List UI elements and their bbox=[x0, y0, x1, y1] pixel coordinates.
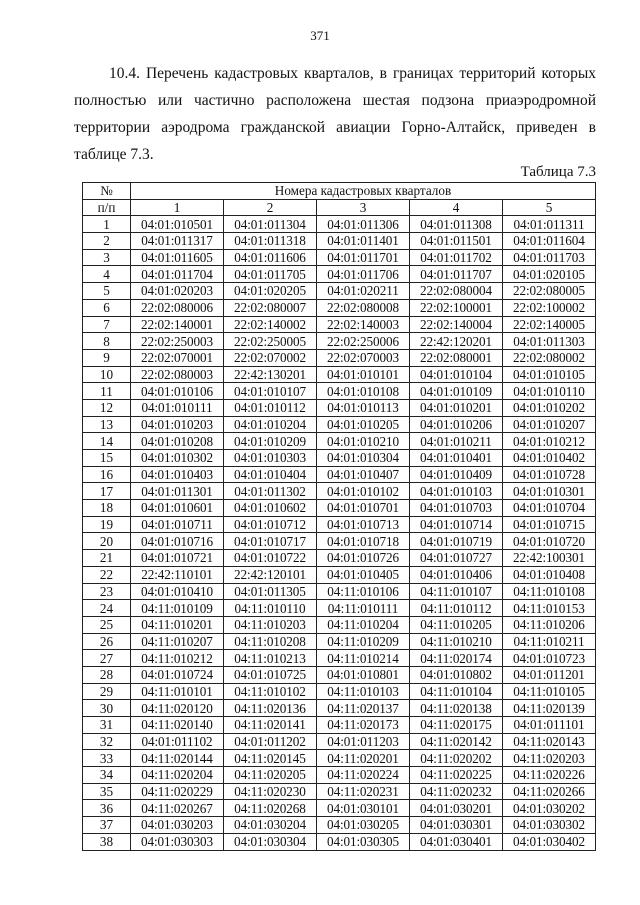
cadastral-number-cell: 04:01:030304 bbox=[224, 833, 317, 850]
paragraph-line: территории аэродрома гражданской авиации Горно-Алтайск, приведен в bbox=[74, 119, 596, 136]
cadastral-number-cell: 04:01:010704 bbox=[503, 500, 596, 517]
cadastral-number-cell: 04:01:011306 bbox=[317, 216, 410, 233]
cadastral-number-cell: 22:42:100301 bbox=[503, 550, 596, 567]
cadastral-number-cell: 22:02:100002 bbox=[503, 299, 596, 316]
cadastral-number-cell: 04:01:020205 bbox=[224, 283, 317, 300]
row-number-cell: 33 bbox=[83, 750, 131, 767]
cadastral-number-cell: 04:11:020175 bbox=[410, 717, 503, 734]
cadastral-number-cell: 04:01:010410 bbox=[131, 583, 224, 600]
row-number-cell: 22 bbox=[83, 566, 131, 583]
cadastral-number-cell: 04:01:030202 bbox=[503, 800, 596, 817]
cadastral-number-cell: 04:01:010101 bbox=[317, 366, 410, 383]
row-number-cell: 3 bbox=[83, 249, 131, 266]
cadastral-number-cell: 04:01:011308 bbox=[410, 216, 503, 233]
page-number: 371 bbox=[310, 28, 330, 43]
paragraph-line: таблице 7.3. bbox=[74, 146, 154, 163]
table-caption: Таблица 7.3 bbox=[520, 164, 596, 180]
cadastral-number-cell: 04:11:020139 bbox=[503, 700, 596, 717]
cadastral-number-cell: 04:01:011702 bbox=[410, 249, 503, 266]
cadastral-number-cell: 04:11:020226 bbox=[503, 767, 596, 784]
row-number-cell: 18 bbox=[83, 500, 131, 517]
cadastral-number-cell: 04:01:010203 bbox=[131, 416, 224, 433]
paragraph-line: полностью или частично расположена шестая подзона приаэродромной bbox=[74, 92, 596, 109]
cadastral-number-cell: 04:01:011705 bbox=[224, 266, 317, 283]
cadastral-number-cell: 04:01:020211 bbox=[317, 283, 410, 300]
table-row bbox=[83, 216, 596, 233]
cadastral-number-cell: 22:02:080005 bbox=[503, 283, 596, 300]
cadastral-number-cell: 04:01:010401 bbox=[410, 450, 503, 467]
cadastral-number-cell: 04:01:030204 bbox=[224, 817, 317, 834]
cadastral-number-cell: 04:11:020229 bbox=[131, 783, 224, 800]
cadastral-number-cell: 04:01:010402 bbox=[503, 450, 596, 467]
cadastral-number-cell: 04:11:010108 bbox=[503, 583, 596, 600]
cadastral-number-cell: 22:42:110101 bbox=[131, 566, 224, 583]
cadastral-number-cell: 04:11:020120 bbox=[131, 700, 224, 717]
cadastral-number-cell: 22:02:070003 bbox=[317, 349, 410, 366]
table-row bbox=[83, 450, 596, 467]
cadastral-number-cell: 04:01:011303 bbox=[503, 333, 596, 350]
cadastral-number-cell: 04:01:020203 bbox=[131, 283, 224, 300]
cadastral-number-cell: 04:01:010601 bbox=[131, 500, 224, 517]
cadastral-number-cell: 04:01:010212 bbox=[503, 433, 596, 450]
cadastral-number-cell: 04:11:010214 bbox=[317, 650, 410, 667]
cadastral-number-cell: 04:01:010109 bbox=[410, 383, 503, 400]
cadastral-number-cell: 04:01:010104 bbox=[410, 366, 503, 383]
table-row bbox=[83, 717, 596, 734]
column-number: 5 bbox=[503, 199, 596, 216]
cadastral-number-cell: 04:01:010103 bbox=[410, 483, 503, 500]
cadastral-number-cell: 04:01:010110 bbox=[503, 383, 596, 400]
cadastral-number-cell: 04:01:010113 bbox=[317, 399, 410, 416]
cadastral-number-cell: 04:11:010204 bbox=[317, 616, 410, 633]
cadastral-number-cell: 04:01:010726 bbox=[317, 550, 410, 567]
cadastral-number-cell: 04:01:011201 bbox=[503, 666, 596, 683]
cadastral-number-cell: 04:01:010409 bbox=[410, 466, 503, 483]
cadastral-number-cell: 04:01:010406 bbox=[410, 566, 503, 583]
cadastral-number-cell: 04:01:010106 bbox=[131, 383, 224, 400]
row-number-cell: 28 bbox=[83, 666, 131, 683]
cadastral-number-cell: 04:11:020202 bbox=[410, 750, 503, 767]
row-number-cell: 38 bbox=[83, 833, 131, 850]
cadastral-number-cell: 04:01:011703 bbox=[503, 249, 596, 266]
row-number-cell: 35 bbox=[83, 783, 131, 800]
row-number-cell: 10 bbox=[83, 366, 131, 383]
table-row bbox=[83, 266, 596, 283]
cadastral-number-cell: 04:01:011606 bbox=[224, 249, 317, 266]
cadastral-number-cell: 04:11:020232 bbox=[410, 783, 503, 800]
cadastral-number-cell: 04:01:010201 bbox=[410, 399, 503, 416]
cadastral-number-cell: 04:01:010408 bbox=[503, 566, 596, 583]
column-number: 4 bbox=[410, 199, 503, 216]
cadastral-number-cell: 04:11:010104 bbox=[410, 683, 503, 700]
row-number-cell: 32 bbox=[83, 733, 131, 750]
cadastral-number-cell: 04:01:010802 bbox=[410, 666, 503, 683]
cadastral-number-cell: 04:01:030301 bbox=[410, 817, 503, 834]
row-number-cell: 8 bbox=[83, 333, 131, 350]
table-row bbox=[83, 316, 596, 333]
cadastral-number-cell: 04:01:010403 bbox=[131, 466, 224, 483]
table-row bbox=[83, 533, 596, 550]
paragraph-line: 10.4. Перечень кадастровых кварталов, в границах территорий которых bbox=[109, 65, 596, 82]
cadastral-number-cell: 04:01:010304 bbox=[317, 450, 410, 467]
table-body bbox=[83, 216, 596, 850]
cadastral-number-cell: 04:11:010103 bbox=[317, 683, 410, 700]
row-number-cell: 36 bbox=[83, 800, 131, 817]
row-number-cell: 21 bbox=[83, 550, 131, 567]
cadastral-number-cell: 04:01:011707 bbox=[410, 266, 503, 283]
cadastral-number-cell: 04:01:010501 bbox=[131, 216, 224, 233]
cadastral-number-cell: 04:01:011604 bbox=[503, 233, 596, 250]
table-row bbox=[83, 783, 596, 800]
table-row bbox=[83, 349, 596, 366]
cadastral-number-cell: 04:11:010153 bbox=[503, 600, 596, 617]
cadastral-number-cell: 04:01:010716 bbox=[131, 533, 224, 550]
row-number-cell: 16 bbox=[83, 466, 131, 483]
cadastral-number-cell: 04:11:010107 bbox=[410, 583, 503, 600]
cadastral-number-cell: 04:01:010204 bbox=[224, 416, 317, 433]
cadastral-number-cell: 04:11:020204 bbox=[131, 767, 224, 784]
header-row-number: п/п bbox=[83, 199, 131, 216]
row-number-cell: 5 bbox=[83, 283, 131, 300]
cadastral-number-cell: 04:11:020141 bbox=[224, 717, 317, 734]
cadastral-number-cell: 04:01:011304 bbox=[224, 216, 317, 233]
cadastral-number-cell: 04:11:010205 bbox=[410, 616, 503, 633]
cadastral-number-cell: 04:01:011401 bbox=[317, 233, 410, 250]
cadastral-number-cell: 04:01:010717 bbox=[224, 533, 317, 550]
cadastral-number-cell: 04:01:030303 bbox=[131, 833, 224, 850]
cadastral-number-cell: 04:11:010206 bbox=[503, 616, 596, 633]
table-row bbox=[83, 750, 596, 767]
cadastral-number-cell: 04:01:011102 bbox=[131, 733, 224, 750]
cadastral-number-cell: 04:11:020268 bbox=[224, 800, 317, 817]
cadastral-number-cell: 04:01:011605 bbox=[131, 249, 224, 266]
cadastral-number-cell: 04:01:010208 bbox=[131, 433, 224, 450]
row-number-cell: 23 bbox=[83, 583, 131, 600]
table-row bbox=[83, 483, 596, 500]
cadastral-number-cell: 04:01:030402 bbox=[503, 833, 596, 850]
cadastral-number-cell: 04:01:010602 bbox=[224, 500, 317, 517]
cadastral-number-cell: 04:01:010211 bbox=[410, 433, 503, 450]
row-number-cell: 13 bbox=[83, 416, 131, 433]
table-row bbox=[83, 616, 596, 633]
cadastral-number-cell: 04:11:010212 bbox=[131, 650, 224, 667]
cadastral-number-cell: 04:01:011301 bbox=[131, 483, 224, 500]
cadastral-number-cell: 04:11:010112 bbox=[410, 600, 503, 617]
cadastral-number-cell: 04:11:020174 bbox=[410, 650, 503, 667]
row-number-cell: 25 bbox=[83, 616, 131, 633]
cadastral-number-cell: 04:01:020105 bbox=[503, 266, 596, 283]
cadastral-number-cell: 22:02:100001 bbox=[410, 299, 503, 316]
row-number-cell: 37 bbox=[83, 817, 131, 834]
cadastral-number-cell: 04:01:010721 bbox=[131, 550, 224, 567]
cadastral-number-cell: 04:01:010210 bbox=[317, 433, 410, 450]
table-row bbox=[83, 733, 596, 750]
cadastral-number-cell: 04:01:011302 bbox=[224, 483, 317, 500]
cadastral-number-cell: 04:11:020230 bbox=[224, 783, 317, 800]
table-row bbox=[83, 249, 596, 266]
row-number-cell: 34 bbox=[83, 767, 131, 784]
row-number-cell: 27 bbox=[83, 650, 131, 667]
cadastral-number-cell: 04:01:010724 bbox=[131, 666, 224, 683]
cadastral-number-cell: 04:11:020266 bbox=[503, 783, 596, 800]
cadastral-number-cell: 04:11:010203 bbox=[224, 616, 317, 633]
cadastral-number-cell: 04:01:011501 bbox=[410, 233, 503, 250]
row-number-cell: 31 bbox=[83, 717, 131, 734]
row-number-cell: 9 bbox=[83, 349, 131, 366]
cadastral-number-cell: 22:02:070001 bbox=[131, 349, 224, 366]
row-number-cell: 11 bbox=[83, 383, 131, 400]
cadastral-number-cell: 04:01:010718 bbox=[317, 533, 410, 550]
cadastral-number-cell: 04:01:010723 bbox=[503, 650, 596, 667]
cadastral-number-cell: 04:01:011202 bbox=[224, 733, 317, 750]
cadastral-number-cell: 04:11:010106 bbox=[317, 583, 410, 600]
cadastral-number-cell: 04:11:010207 bbox=[131, 633, 224, 650]
cadastral-number-cell: 22:02:140005 bbox=[503, 316, 596, 333]
cadastral-number-cell: 04:01:030203 bbox=[131, 817, 224, 834]
cadastral-number-cell: 04:01:010801 bbox=[317, 666, 410, 683]
cadastral-number-cell: 22:02:080008 bbox=[317, 299, 410, 316]
cadastral-number-cell: 04:01:010301 bbox=[503, 483, 596, 500]
table-row bbox=[83, 650, 596, 667]
cadastral-number-cell: 22:42:130201 bbox=[224, 366, 317, 383]
row-number-cell: 30 bbox=[83, 700, 131, 717]
cadastral-number-cell: 04:11:020205 bbox=[224, 767, 317, 784]
cadastral-number-cell: 04:11:020267 bbox=[131, 800, 224, 817]
table-row bbox=[83, 500, 596, 517]
cadastral-number-cell: 22:02:140002 bbox=[224, 316, 317, 333]
cadastral-number-cell: 22:02:250003 bbox=[131, 333, 224, 350]
cadastral-number-cell: 04:01:010713 bbox=[317, 516, 410, 533]
cadastral-number-cell: 04:01:010206 bbox=[410, 416, 503, 433]
cadastral-number-cell: 04:01:010404 bbox=[224, 466, 317, 483]
cadastral-number-cell: 04:01:010714 bbox=[410, 516, 503, 533]
cadastral-number-cell: 04:01:011317 bbox=[131, 233, 224, 250]
cadastral-number-cell: 04:01:011203 bbox=[317, 733, 410, 750]
cadastral-number-cell: 04:01:010105 bbox=[503, 366, 596, 383]
cadastral-number-cell: 04:01:010405 bbox=[317, 566, 410, 583]
cadastral-number-cell: 04:11:020145 bbox=[224, 750, 317, 767]
cadastral-number-cell: 04:01:010205 bbox=[317, 416, 410, 433]
cadastral-number-cell: 04:01:010108 bbox=[317, 383, 410, 400]
table-row bbox=[83, 833, 596, 850]
cadastral-number-cell: 04:11:020225 bbox=[410, 767, 503, 784]
row-number-cell: 20 bbox=[83, 533, 131, 550]
cadastral-number-cell: 04:01:011311 bbox=[503, 216, 596, 233]
table-row bbox=[83, 233, 596, 250]
cadastral-number-cell: 04:01:010207 bbox=[503, 416, 596, 433]
header-number-sign: № bbox=[83, 183, 131, 200]
row-number-cell: 6 bbox=[83, 299, 131, 316]
cadastral-number-cell: 22:02:080007 bbox=[224, 299, 317, 316]
cadastral-number-cell: 04:11:020224 bbox=[317, 767, 410, 784]
table-row bbox=[83, 433, 596, 450]
cadastral-number-cell: 04:01:010727 bbox=[410, 550, 503, 567]
table-row bbox=[83, 283, 596, 300]
cadastral-number-cell: 04:01:010111 bbox=[131, 399, 224, 416]
table-row bbox=[83, 633, 596, 650]
cadastral-number-cell: 04:01:030205 bbox=[317, 817, 410, 834]
table-row bbox=[83, 683, 596, 700]
table-row bbox=[83, 817, 596, 834]
cadastral-number-cell: 04:11:010109 bbox=[131, 600, 224, 617]
cadastral-number-cell: 04:11:010210 bbox=[410, 633, 503, 650]
column-number: 1 bbox=[131, 199, 224, 216]
cadastral-number-cell: 22:02:080006 bbox=[131, 299, 224, 316]
cadastral-number-cell: 22:42:120101 bbox=[224, 566, 317, 583]
cadastral-number-cell: 04:01:010701 bbox=[317, 500, 410, 517]
cadastral-number-cell: 22:02:080002 bbox=[503, 349, 596, 366]
intro-paragraph bbox=[74, 60, 596, 168]
cadastral-number-cell: 04:01:030101 bbox=[317, 800, 410, 817]
cadastral-number-cell: 04:11:010101 bbox=[131, 683, 224, 700]
cadastral-number-cell: 04:01:011305 bbox=[224, 583, 317, 600]
row-number-cell: 24 bbox=[83, 600, 131, 617]
row-number-cell: 29 bbox=[83, 683, 131, 700]
cadastral-number-cell: 22:02:140003 bbox=[317, 316, 410, 333]
cadastral-number-cell: 04:01:030305 bbox=[317, 833, 410, 850]
cadastral-number-cell: 22:02:080001 bbox=[410, 349, 503, 366]
cadastral-number-cell: 04:11:020201 bbox=[317, 750, 410, 767]
cadastral-number-cell: 04:01:030302 bbox=[503, 817, 596, 834]
cadastral-number-cell: 22:02:140001 bbox=[131, 316, 224, 333]
cadastral-number-cell: 04:11:010102 bbox=[224, 683, 317, 700]
cadastral-number-cell: 04:11:020144 bbox=[131, 750, 224, 767]
table-row bbox=[83, 767, 596, 784]
row-number-cell: 4 bbox=[83, 266, 131, 283]
cadastral-number-cell: 04:01:010722 bbox=[224, 550, 317, 567]
cadastral-number-cell: 04:11:020138 bbox=[410, 700, 503, 717]
cadastral-number-cell: 04:01:010728 bbox=[503, 466, 596, 483]
table-row bbox=[83, 383, 596, 400]
row-number-cell: 14 bbox=[83, 433, 131, 450]
cadastral-number-cell: 22:42:120201 bbox=[410, 333, 503, 350]
cadastral-number-cell: 22:02:250005 bbox=[224, 333, 317, 350]
cadastral-number-cell: 04:11:020231 bbox=[317, 783, 410, 800]
cadastral-number-cell: 04:01:011318 bbox=[224, 233, 317, 250]
cadastral-number-cell: 22:02:250006 bbox=[317, 333, 410, 350]
cadastral-number-cell: 04:11:010110 bbox=[224, 600, 317, 617]
row-number-cell: 1 bbox=[83, 216, 131, 233]
table-row bbox=[83, 566, 596, 583]
cadastral-number-cell: 04:01:010209 bbox=[224, 433, 317, 450]
cadastral-number-cell: 04:01:010202 bbox=[503, 399, 596, 416]
cadastral-number-cell: 04:11:010105 bbox=[503, 683, 596, 700]
row-number-cell: 15 bbox=[83, 450, 131, 467]
table-row bbox=[83, 466, 596, 483]
cadastral-number-cell: 04:01:010112 bbox=[224, 399, 317, 416]
cadastral-number-cell: 04:01:011704 bbox=[131, 266, 224, 283]
cadastral-number-cell: 22:02:080004 bbox=[410, 283, 503, 300]
cadastral-number-cell: 04:11:010209 bbox=[317, 633, 410, 650]
cadastral-number-cell: 04:11:010201 bbox=[131, 616, 224, 633]
table-row bbox=[83, 366, 596, 383]
cadastral-number-cell: 04:01:010107 bbox=[224, 383, 317, 400]
row-number-cell: 19 bbox=[83, 516, 131, 533]
cadastral-number-cell: 04:01:010303 bbox=[224, 450, 317, 467]
table-row bbox=[83, 333, 596, 350]
cadastral-number-cell: 04:11:020143 bbox=[503, 733, 596, 750]
cadastral-number-cell: 04:11:020137 bbox=[317, 700, 410, 717]
cadastral-number-cell: 04:11:020140 bbox=[131, 717, 224, 734]
cadastral-number-cell: 04:01:030401 bbox=[410, 833, 503, 850]
cadastral-number-cell: 04:11:020203 bbox=[503, 750, 596, 767]
cadastral-number-cell: 04:01:010703 bbox=[410, 500, 503, 517]
cadastral-number-cell: 22:02:140004 bbox=[410, 316, 503, 333]
table-row bbox=[83, 600, 596, 617]
table-row bbox=[83, 399, 596, 416]
cadastral-number-cell: 04:11:010111 bbox=[317, 600, 410, 617]
table-row bbox=[83, 516, 596, 533]
cadastral-number-cell: 04:01:010719 bbox=[410, 533, 503, 550]
cadastral-number-cell: 04:11:020136 bbox=[224, 700, 317, 717]
table-row bbox=[83, 550, 596, 567]
cadastral-number-cell: 04:01:010407 bbox=[317, 466, 410, 483]
column-number: 3 bbox=[317, 199, 410, 216]
row-number-cell: 17 bbox=[83, 483, 131, 500]
cadastral-number-cell: 04:01:010712 bbox=[224, 516, 317, 533]
row-number-cell: 12 bbox=[83, 399, 131, 416]
cadastral-number-cell: 04:11:010208 bbox=[224, 633, 317, 650]
cadastral-number-cell: 04:01:011706 bbox=[317, 266, 410, 283]
row-number-cell: 2 bbox=[83, 233, 131, 250]
cadastral-number-cell: 22:02:070002 bbox=[224, 349, 317, 366]
cadastral-number-cell: 22:02:080003 bbox=[131, 366, 224, 383]
cadastral-number-cell: 04:01:010711 bbox=[131, 516, 224, 533]
table-row bbox=[83, 700, 596, 717]
table-row bbox=[83, 299, 596, 316]
cadastral-number-cell: 04:01:010302 bbox=[131, 450, 224, 467]
cadastral-number-cell: 04:11:020142 bbox=[410, 733, 503, 750]
table-row bbox=[83, 666, 596, 683]
table-row bbox=[83, 583, 596, 600]
table-row bbox=[83, 416, 596, 433]
cadastral-number-cell: 04:11:010211 bbox=[503, 633, 596, 650]
cadastral-number-cell: 04:01:011101 bbox=[503, 717, 596, 734]
cadastral-number-cell: 04:11:010213 bbox=[224, 650, 317, 667]
column-number: 2 bbox=[224, 199, 317, 216]
cadastral-number-cell: 04:01:010102 bbox=[317, 483, 410, 500]
header-group: Номера кадастровых кварталов bbox=[131, 183, 596, 200]
cadastral-number-cell: 04:01:010720 bbox=[503, 533, 596, 550]
cadastral-number-cell: 04:01:010715 bbox=[503, 516, 596, 533]
table-row bbox=[83, 800, 596, 817]
cadastral-number-cell: 04:11:020173 bbox=[317, 717, 410, 734]
row-number-cell: 26 bbox=[83, 633, 131, 650]
row-number-cell: 7 bbox=[83, 316, 131, 333]
cadastral-table bbox=[82, 182, 596, 851]
cadastral-number-cell: 04:01:030201 bbox=[410, 800, 503, 817]
cadastral-number-cell: 04:01:011701 bbox=[317, 249, 410, 266]
cadastral-number-cell: 04:01:010725 bbox=[224, 666, 317, 683]
